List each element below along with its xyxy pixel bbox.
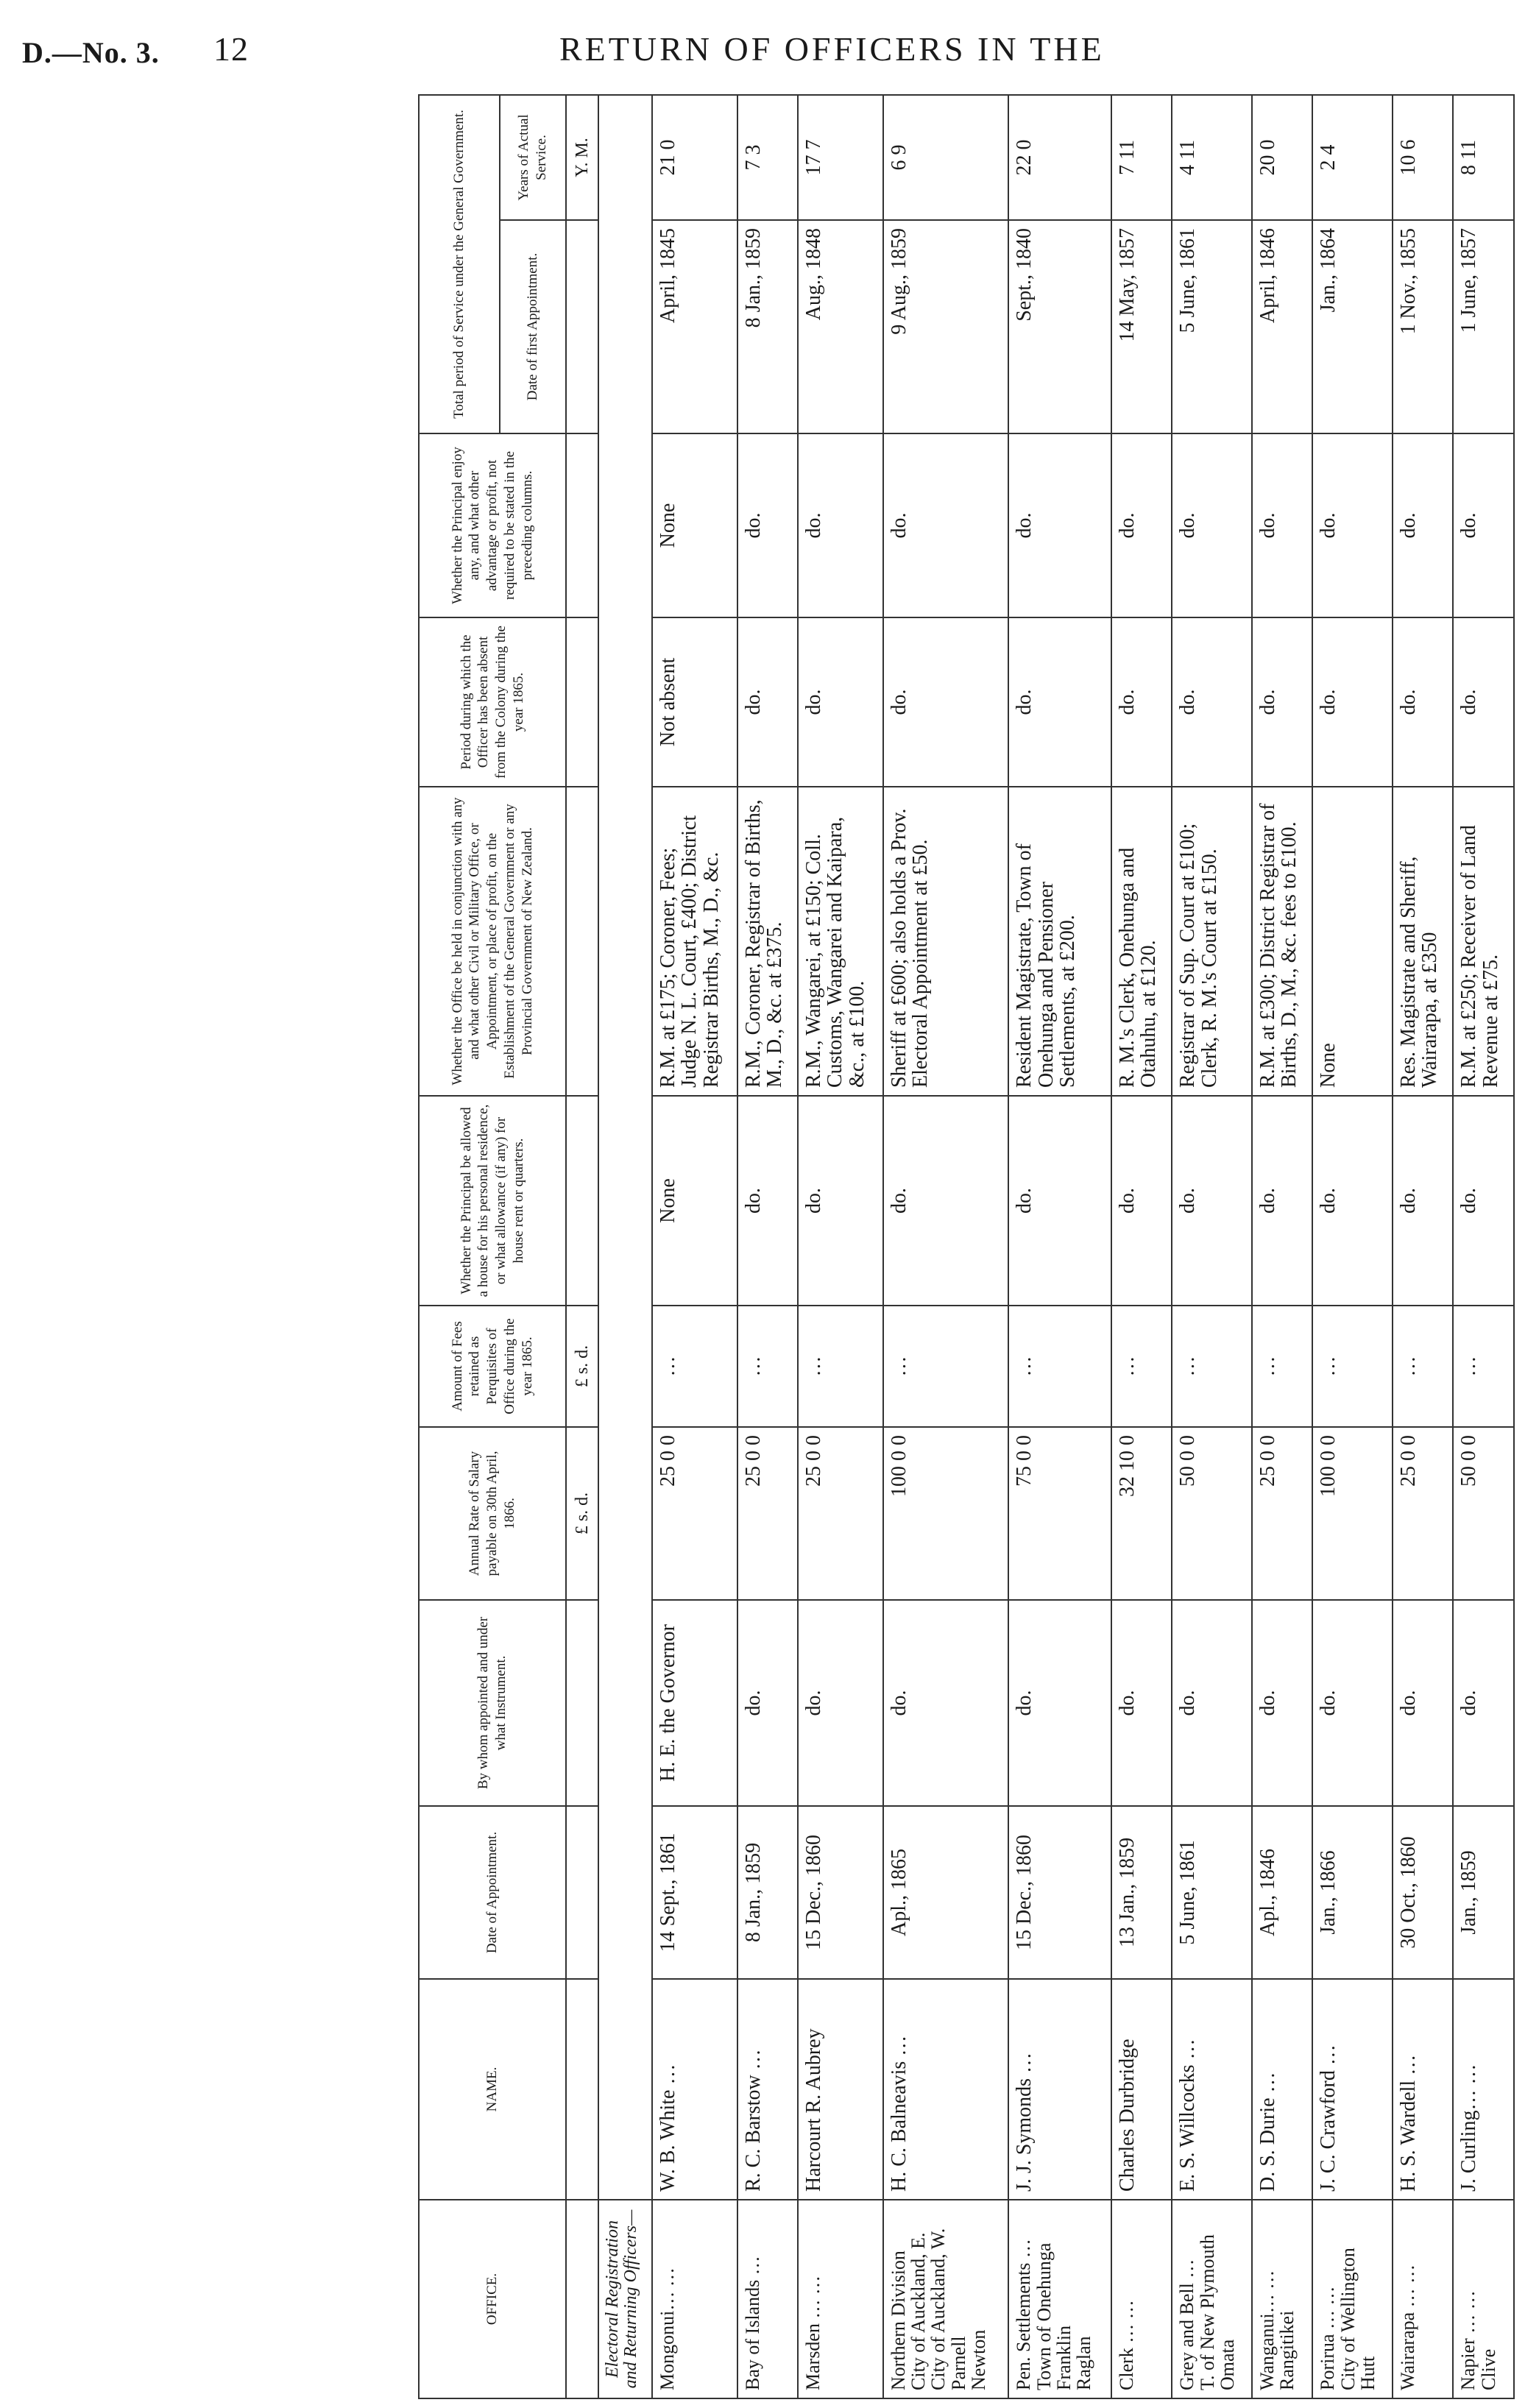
row-house: do. xyxy=(1252,1096,1312,1306)
row-house: None xyxy=(652,1096,737,1306)
page-number: 12 xyxy=(213,30,249,68)
table-row xyxy=(1393,95,1453,2398)
row-other-office: Res. Magistrate and Sheriff, Wairarapa, at £350 xyxy=(1393,787,1453,1096)
row-advantage: do. xyxy=(1312,433,1393,617)
table-row xyxy=(798,95,883,2398)
units-name xyxy=(566,1979,598,2200)
table-row xyxy=(737,95,798,2398)
row-house: do. xyxy=(798,1096,883,1306)
row-advantage: do. xyxy=(883,433,1008,617)
row-house: do. xyxy=(1111,1096,1172,1306)
col-header-years-service: Years of Actual Service. xyxy=(500,95,566,220)
table-row xyxy=(883,95,1008,2398)
row-other-office: Registrar of Sup. Court at £100; Clerk, R. M.'s Court at £150. xyxy=(1172,787,1252,1096)
row-advantage: do. xyxy=(737,433,798,617)
table-row xyxy=(1312,95,1393,2398)
row-fees: … xyxy=(1111,1306,1172,1427)
row-by-whom: do. xyxy=(798,1600,883,1806)
row-absent: do. xyxy=(883,617,1008,787)
row-name: J. C. Crawford … xyxy=(1312,1979,1393,2200)
row-by-whom: H. E. the Governor xyxy=(652,1600,737,1806)
row-salary: 25 0 0 xyxy=(1252,1427,1312,1600)
row-advantage: do. xyxy=(798,433,883,617)
row-house: do. xyxy=(1453,1096,1514,1306)
row-salary: 50 0 0 xyxy=(1172,1427,1252,1600)
col-header-fees: Amount of Fees retained as Perquisites of Office during the year 1865. xyxy=(419,1306,566,1427)
row-absent: do. xyxy=(1252,617,1312,787)
row-office: Porirua … … City of Wellington Hutt xyxy=(1312,2200,1393,2398)
row-years-service: 22 0 xyxy=(1008,95,1111,220)
row-other-office: R.M., Wangarei, at £150; Coll. Customs, Wangarei and Kaipara, &c., at £100. xyxy=(798,787,883,1096)
col-header-first-appointment: Date of first Appointment. xyxy=(500,220,566,433)
row-salary: 25 0 0 xyxy=(798,1427,883,1600)
row-date: Apl., 1846 xyxy=(1252,1806,1312,1979)
row-other-office: R.M. at £300; District Registrar of Births, D., M., &c. fees to £100. xyxy=(1252,787,1312,1096)
row-other-office: R.M., Coroner, Registrar of Births, M., D., &c. at £375. xyxy=(737,787,798,1096)
row-office: Mongonui… … xyxy=(652,2200,737,2398)
table-row xyxy=(1111,95,1172,2398)
row-advantage: do. xyxy=(1393,433,1453,617)
col-header-date-of-appointment: Date of Appointment. xyxy=(419,1806,566,1979)
units-absent xyxy=(566,617,598,787)
row-by-whom: do. xyxy=(737,1600,798,1806)
col-header-salary: Annual Rate of Salary payable on 30th April, 1866. xyxy=(419,1427,566,1600)
row-absent: do. xyxy=(737,617,798,787)
row-absent: do. xyxy=(1172,617,1252,787)
row-date: 15 Dec., 1860 xyxy=(1008,1806,1111,1979)
row-fees: … xyxy=(652,1306,737,1427)
row-fees: … xyxy=(1172,1306,1252,1427)
row-office: Marsden … … xyxy=(798,2200,883,2398)
row-advantage: do. xyxy=(1252,433,1312,617)
row-years-service: 17 7 xyxy=(798,95,883,220)
units-salary: £ s. d. xyxy=(566,1427,598,1600)
row-house: do. xyxy=(1312,1096,1393,1306)
row-salary: 50 0 0 xyxy=(1453,1427,1514,1600)
row-name: D. S. Durie … xyxy=(1252,1979,1312,2200)
row-date: 13 Jan., 1859 xyxy=(1111,1806,1172,1979)
row-salary: 25 0 0 xyxy=(652,1427,737,1600)
row-years-service: 4 11 xyxy=(1172,95,1252,220)
row-first-appointment: April, 1845 xyxy=(652,220,737,433)
row-salary: 75 0 0 xyxy=(1008,1427,1111,1600)
row-by-whom: do. xyxy=(1172,1600,1252,1806)
row-years-service: 2 4 xyxy=(1312,95,1393,220)
row-years-service: 21 0 xyxy=(652,95,737,220)
row-years-service: 7 3 xyxy=(737,95,798,220)
row-office: Northern Division City of Auckland, E. City of Auckland, W. Parnell Newton xyxy=(883,2200,1008,2398)
col-header-office: OFFICE. xyxy=(419,2200,566,2398)
row-office: Napier … … Clive xyxy=(1453,2200,1514,2398)
row-house: do. xyxy=(1172,1096,1252,1306)
row-absent: do. xyxy=(1008,617,1111,787)
row-by-whom: do. xyxy=(1111,1600,1172,1806)
row-by-whom: do. xyxy=(1453,1600,1514,1806)
units-house xyxy=(566,1096,598,1306)
row-by-whom: do. xyxy=(1393,1600,1453,1806)
row-absent: Not absent xyxy=(652,617,737,787)
row-date: 14 Sept., 1861 xyxy=(652,1806,737,1979)
row-first-appointment: Jan., 1864 xyxy=(1312,220,1393,433)
row-date: Jan., 1859 xyxy=(1453,1806,1514,1979)
row-name: Harcourt R. Aubrey xyxy=(798,1979,883,2200)
row-date: 8 Jan., 1859 xyxy=(737,1806,798,1979)
row-years-service: 20 0 xyxy=(1252,95,1312,220)
row-office: Wairarapa … … xyxy=(1393,2200,1453,2398)
row-office: Wanganui… … Rangitikei xyxy=(1252,2200,1312,2398)
row-name: J. J. Symonds … xyxy=(1008,1979,1111,2200)
row-office: Clerk … … xyxy=(1111,2200,1172,2398)
row-date: Jan., 1866 xyxy=(1312,1806,1393,1979)
row-office: Bay of Islands … xyxy=(737,2200,798,2398)
row-office: Grey and Bell … T. of New Plymouth Omata xyxy=(1172,2200,1252,2398)
col-header-other-advantage: Whether the Principal enjoy any, and what other advantage or profit, not required to be stated in the preceding columns. xyxy=(419,433,566,617)
table-row xyxy=(1453,95,1514,2398)
officers-return-table xyxy=(418,94,1515,2399)
row-absent: do. xyxy=(1393,617,1453,787)
col-header-other-office: Whether the Office be held in conjunction with any and what other Civil or Military Office, or Appointment, or place of profit, on the Establishment of the General Government or any Provincial Government of New Zealand. xyxy=(419,787,566,1096)
row-first-appointment: April, 1846 xyxy=(1252,220,1312,433)
section-heading: Electoral Registration and Returning Officers— xyxy=(598,2200,652,2398)
row-name: Charles Durbridge xyxy=(1111,1979,1172,2200)
section-heading-row xyxy=(598,95,652,2398)
row-other-office: Sheriff at £600; also holds a Prov. Electoral Appointment at £50. xyxy=(883,787,1008,1096)
row-house: do. xyxy=(1393,1096,1453,1306)
row-date: 5 June, 1861 xyxy=(1172,1806,1252,1979)
col-header-house: Whether the Principal be allowed a house for his personal residence, or what allowance (if any) for house rent or quarters. xyxy=(419,1096,566,1306)
row-advantage: do. xyxy=(1008,433,1111,617)
row-other-office: R. M.'s Clerk, Onehunga and Otahuhu, at £120. xyxy=(1111,787,1172,1096)
row-absent: do. xyxy=(798,617,883,787)
row-house: do. xyxy=(883,1096,1008,1306)
row-fees: … xyxy=(737,1306,798,1427)
units-fees: £ s. d. xyxy=(566,1306,598,1427)
row-advantage: do. xyxy=(1172,433,1252,617)
table-row xyxy=(1008,95,1111,2398)
col-header-by-whom-appointed: By whom appointed and under what Instrument. xyxy=(419,1600,566,1806)
row-name: H. S. Wardell … xyxy=(1393,1979,1453,2200)
units-advantage xyxy=(566,433,598,617)
row-years-service: 6 9 xyxy=(883,95,1008,220)
row-advantage: None xyxy=(652,433,737,617)
row-first-appointment: 8 Jan., 1859 xyxy=(737,220,798,433)
col-header-total-service: Total period of Service under the General Government. xyxy=(419,95,500,433)
table-row xyxy=(1172,95,1252,2398)
rotated-table-wrapper xyxy=(418,96,1515,2399)
row-by-whom: do. xyxy=(1312,1600,1393,1806)
row-by-whom: do. xyxy=(1008,1600,1111,1806)
row-other-office: R.M. at £250; Receiver of Land Revenue at £75. xyxy=(1453,787,1514,1096)
row-first-appointment: 1 Nov., 1855 xyxy=(1393,220,1453,433)
row-other-office: R.M. at £175; Coroner, Fees; Judge N. L. Court, £400; District Registrar Births, M., D., &c. xyxy=(652,787,737,1096)
row-years-service: 8 11 xyxy=(1453,95,1514,220)
units-by-whom xyxy=(566,1600,598,1806)
row-absent: do. xyxy=(1312,617,1393,787)
row-office: Pen. Settlements … Town of Onehunga Franklin Raglan xyxy=(1008,2200,1111,2398)
row-absent: do. xyxy=(1453,617,1514,787)
units-date xyxy=(566,1806,598,1979)
row-first-appointment: Sept., 1840 xyxy=(1008,220,1111,433)
row-absent: do. xyxy=(1111,617,1172,787)
units-other-office xyxy=(566,787,598,1096)
col-header-name: NAME. xyxy=(419,1979,566,2200)
row-date: 15 Dec., 1860 xyxy=(798,1806,883,1979)
table-row xyxy=(1252,95,1312,2398)
row-fees: … xyxy=(1393,1306,1453,1427)
units-years: Y. M. xyxy=(566,95,598,220)
row-salary: 100 0 0 xyxy=(883,1427,1008,1600)
row-years-service: 7 11 xyxy=(1111,95,1172,220)
table-row xyxy=(652,95,737,2398)
row-years-service: 10 6 xyxy=(1393,95,1453,220)
row-salary: 100 0 0 xyxy=(1312,1427,1393,1600)
row-name: E. S. Willcocks … xyxy=(1172,1979,1252,2200)
section-heading-filler xyxy=(598,95,652,2200)
row-salary: 25 0 0 xyxy=(737,1427,798,1600)
row-date: Apl., 1865 xyxy=(883,1806,1008,1979)
row-other-office: None xyxy=(1312,787,1393,1096)
row-fees: … xyxy=(1008,1306,1111,1427)
page-title: RETURN OF OFFICERS IN THE xyxy=(559,30,1105,68)
row-first-appointment: 1 June, 1857 xyxy=(1453,220,1514,433)
row-name: J. Curling… … xyxy=(1453,1979,1514,2200)
col-header-absent: Period during which the Officer has been absent from the Colony during the year 1865. xyxy=(419,617,566,787)
row-first-appointment: 5 June, 1861 xyxy=(1172,220,1252,433)
row-by-whom: do. xyxy=(1252,1600,1312,1806)
units-first-appt xyxy=(566,220,598,433)
row-fees: … xyxy=(798,1306,883,1427)
row-fees: … xyxy=(1252,1306,1312,1427)
row-name: W. B. White … xyxy=(652,1979,737,2200)
row-advantage: do. xyxy=(1453,433,1514,617)
row-by-whom: do. xyxy=(883,1600,1008,1806)
units-office xyxy=(566,2200,598,2398)
row-name: R. C. Barstow … xyxy=(737,1979,798,2200)
row-first-appointment: 9 Aug., 1859 xyxy=(883,220,1008,433)
row-date: 30 Oct., 1860 xyxy=(1393,1806,1453,1979)
table-header xyxy=(419,95,598,2398)
row-house: do. xyxy=(737,1096,798,1306)
row-fees: … xyxy=(1453,1306,1514,1427)
row-salary: 25 0 0 xyxy=(1393,1427,1453,1600)
row-first-appointment: Aug., 1848 xyxy=(798,220,883,433)
row-fees: … xyxy=(1312,1306,1393,1427)
row-salary: 32 10 0 xyxy=(1111,1427,1172,1600)
table-body xyxy=(598,95,1514,2398)
row-name: H. C. Balneavis … xyxy=(883,1979,1008,2200)
row-advantage: do. xyxy=(1111,433,1172,617)
document-reference: D.—No. 3. xyxy=(22,36,160,69)
row-house: do. xyxy=(1008,1096,1111,1306)
row-first-appointment: 14 May, 1857 xyxy=(1111,220,1172,433)
row-other-office: Resident Magistrate, Town of Onehunga and Pensioner Settlements, at £200. xyxy=(1008,787,1111,1096)
row-fees: … xyxy=(883,1306,1008,1427)
